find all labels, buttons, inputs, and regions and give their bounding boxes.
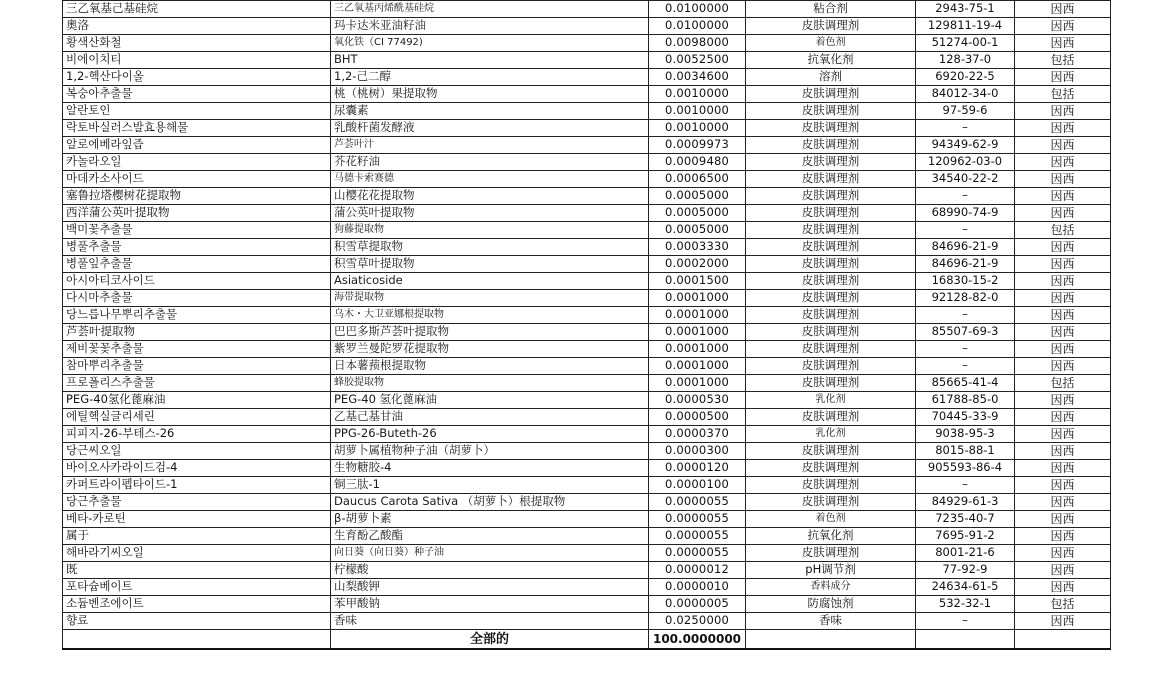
cas-number-cell: 77-92-9 (916, 562, 1015, 579)
function-cell: 皮肤调理剂 (746, 103, 916, 120)
cas-number-cell: 51274-00-1 (916, 35, 1015, 52)
source-cell: 因西 (1015, 103, 1111, 120)
source-cell: 因西 (1015, 358, 1111, 375)
function-cell: 香料成分 (746, 579, 916, 596)
percentage-cell: 0.0000055 (649, 545, 746, 562)
function-cell: 防腐蚀剂 (746, 596, 916, 613)
cas-number-cell: 97-59-6 (916, 103, 1015, 120)
total-blank-cell (746, 630, 916, 650)
percentage-cell: 0.0010000 (649, 103, 746, 120)
percentage-cell: 0.0001000 (649, 341, 746, 358)
table-row (63, 120, 1111, 137)
source-cell: 因西 (1015, 324, 1111, 341)
cas-number-cell: 85665-41-4 (916, 375, 1015, 392)
table-row (63, 307, 1111, 324)
table-row (63, 273, 1111, 290)
function-cell: 皮肤调理剂 (746, 409, 916, 426)
chinese-name-cell: 山樱花花提取物 (331, 188, 649, 205)
korean-name-cell: 당근추출물 (63, 494, 331, 511)
percentage-cell: 0.0100000 (649, 18, 746, 35)
source-cell: 因西 (1015, 256, 1111, 273)
table-row (63, 69, 1111, 86)
table-row (63, 375, 1111, 392)
korean-name-cell: 락토바실러스발효용해물 (63, 120, 331, 137)
cas-number-cell: – (916, 477, 1015, 494)
cas-number-cell: 6920-22-5 (916, 69, 1015, 86)
korean-name-cell: 아시아티코사이드 (63, 273, 331, 290)
korean-name-cell: 属于 (63, 528, 331, 545)
cas-number-cell: 84696-21-9 (916, 256, 1015, 273)
chinese-name-cell: 蒲公英叶提取物 (331, 205, 649, 222)
total-row (63, 630, 1111, 650)
korean-name-cell: 奧洛 (63, 18, 331, 35)
percentage-cell: 0.0000100 (649, 477, 746, 494)
source-cell: 因西 (1015, 545, 1111, 562)
function-cell: 皮肤调理剂 (746, 205, 916, 222)
source-cell: 因西 (1015, 494, 1111, 511)
source-cell: 因西 (1015, 69, 1111, 86)
function-cell: 皮肤调理剂 (746, 256, 916, 273)
cas-number-cell: – (916, 358, 1015, 375)
korean-name-cell: 백미꽃추출물 (63, 222, 331, 239)
korean-name-cell: 카퍼트라이펩타이드-1 (63, 477, 331, 494)
source-cell: 因西 (1015, 290, 1111, 307)
percentage-cell: 0.0002000 (649, 256, 746, 273)
cas-number-cell: – (916, 307, 1015, 324)
korean-name-cell: 알로에베라잎즙 (63, 137, 331, 154)
chinese-name-cell: 巴巴多斯芦荟叶提取物 (331, 324, 649, 341)
korean-name-cell: 복숭아추출물 (63, 86, 331, 103)
percentage-cell: 0.0005000 (649, 188, 746, 205)
percentage-cell: 0.0098000 (649, 35, 746, 52)
chinese-name-cell: 三乙氧基丙烯酰基硅烷 (331, 1, 649, 18)
chinese-name-cell: 积雪草叶提取物 (331, 256, 649, 273)
korean-name-cell: 塞鲁拉塔樱树花提取物 (63, 188, 331, 205)
chinese-name-cell: β-胡萝卜素 (331, 511, 649, 528)
function-cell: 溶剂 (746, 69, 916, 86)
percentage-cell: 0.0001000 (649, 375, 746, 392)
korean-name-cell: 비에이치티 (63, 52, 331, 69)
korean-name-cell: 병풀추출물 (63, 239, 331, 256)
korean-name-cell: 芦荟叶提取物 (63, 324, 331, 341)
source-cell: 因西 (1015, 18, 1111, 35)
source-cell: 因西 (1015, 120, 1111, 137)
percentage-cell: 0.0052500 (649, 52, 746, 69)
percentage-cell: 0.0000120 (649, 460, 746, 477)
cas-number-cell: 16830-15-2 (916, 273, 1015, 290)
table-row (63, 290, 1111, 307)
chinese-name-cell: 桃（桃树）果提取物 (331, 86, 649, 103)
korean-name-cell: 바이오사카라이드검-4 (63, 460, 331, 477)
source-cell: 因西 (1015, 171, 1111, 188)
source-cell: 因西 (1015, 562, 1111, 579)
source-cell: 因西 (1015, 443, 1111, 460)
chinese-name-cell: 芥花籽油 (331, 154, 649, 171)
korean-name-cell: 당근씨오일 (63, 443, 331, 460)
chinese-name-cell: 紫罗兰曼陀罗花提取物 (331, 341, 649, 358)
function-cell: 着色剂 (746, 35, 916, 52)
function-cell: 皮肤调理剂 (746, 154, 916, 171)
percentage-cell: 0.0010000 (649, 120, 746, 137)
cas-number-cell: 84929-61-3 (916, 494, 1015, 511)
function-cell: 皮肤调理剂 (746, 18, 916, 35)
table-row (63, 426, 1111, 443)
table-row (63, 86, 1111, 103)
table-row (63, 239, 1111, 256)
function-cell: 皮肤调理剂 (746, 120, 916, 137)
source-cell: 因西 (1015, 460, 1111, 477)
korean-name-cell: 프로폴리스추출물 (63, 375, 331, 392)
table-row (63, 171, 1111, 188)
chinese-name-cell: 日本薯蓣根提取物 (331, 358, 649, 375)
table-row (63, 460, 1111, 477)
korean-name-cell: 에틸헥실글리세린 (63, 409, 331, 426)
korean-name-cell: 향료 (63, 613, 331, 630)
chinese-name-cell: PPG-26-Buteth-26 (331, 426, 649, 443)
chinese-name-cell: 积雪草提取物 (331, 239, 649, 256)
cas-number-cell: 94349-62-9 (916, 137, 1015, 154)
cas-number-cell: 532-32-1 (916, 596, 1015, 613)
percentage-cell: 0.0000300 (649, 443, 746, 460)
cas-number-cell: – (916, 222, 1015, 239)
korean-name-cell: 피피지-26-부테스-26 (63, 426, 331, 443)
table-row (63, 443, 1111, 460)
function-cell: 皮肤调理剂 (746, 273, 916, 290)
table-row (63, 494, 1111, 511)
function-cell: 皮肤调理剂 (746, 443, 916, 460)
source-cell: 因西 (1015, 392, 1111, 409)
source-cell: 因西 (1015, 341, 1111, 358)
percentage-cell: 0.0000005 (649, 596, 746, 613)
percentage-cell: 0.0000500 (649, 409, 746, 426)
chinese-name-cell: 狗藤提取物 (331, 222, 649, 239)
source-cell: 因西 (1015, 528, 1111, 545)
function-cell: 皮肤调理剂 (746, 477, 916, 494)
source-cell: 包括 (1015, 222, 1111, 239)
function-cell: 皮肤调理剂 (746, 307, 916, 324)
table-row (63, 324, 1111, 341)
percentage-cell: 0.0001500 (649, 273, 746, 290)
percentage-cell: 0.0010000 (649, 86, 746, 103)
cas-number-cell: 905593-86-4 (916, 460, 1015, 477)
chinese-name-cell: 柠檬酸 (331, 562, 649, 579)
function-cell: 香味 (746, 613, 916, 630)
cas-number-cell: 7235-40-7 (916, 511, 1015, 528)
percentage-cell: 0.0009973 (649, 137, 746, 154)
chinese-name-cell: 尿囊素 (331, 103, 649, 120)
korean-name-cell: 소듐벤조에이트 (63, 596, 331, 613)
korean-name-cell: 당느릅나무뿌리추출물 (63, 307, 331, 324)
source-cell: 因西 (1015, 239, 1111, 256)
source-cell: 因西 (1015, 35, 1111, 52)
korean-name-cell: 병풀잎추출물 (63, 256, 331, 273)
percentage-cell: 0.0006500 (649, 171, 746, 188)
function-cell: 皮肤调理剂 (746, 222, 916, 239)
table-row (63, 137, 1111, 154)
chinese-name-cell: 胡萝卜属植物种子油（胡萝卜） (331, 443, 649, 460)
percentage-cell: 0.0100000 (649, 1, 746, 18)
function-cell: 皮肤调理剂 (746, 460, 916, 477)
cas-number-cell: 92128-82-0 (916, 290, 1015, 307)
chinese-name-cell: Asiaticoside (331, 273, 649, 290)
function-cell: 皮肤调理剂 (746, 375, 916, 392)
percentage-cell: 0.0005000 (649, 222, 746, 239)
function-cell: 着色剂 (746, 511, 916, 528)
cas-number-cell: – (916, 341, 1015, 358)
korean-name-cell: 참마뿌리추출물 (63, 358, 331, 375)
source-cell: 因西 (1015, 154, 1111, 171)
table-row (63, 35, 1111, 52)
percentage-cell: 0.0000055 (649, 494, 746, 511)
korean-name-cell: 제비꽃꽃추출물 (63, 341, 331, 358)
chinese-name-cell: 芦荟叶汁 (331, 137, 649, 154)
function-cell: pH调节剂 (746, 562, 916, 579)
table-row (63, 392, 1111, 409)
percentage-cell: 0.0003330 (649, 239, 746, 256)
table-row (63, 477, 1111, 494)
source-cell: 因西 (1015, 477, 1111, 494)
function-cell: 皮肤调理剂 (746, 86, 916, 103)
function-cell: 抗氧化剂 (746, 52, 916, 69)
percentage-cell: 0.0000055 (649, 511, 746, 528)
percentage-cell: 0.0000370 (649, 426, 746, 443)
ingredient-sheet (62, 0, 1110, 650)
percentage-cell: 0.0001000 (649, 324, 746, 341)
table-row (63, 358, 1111, 375)
cas-number-cell: 70445-33-9 (916, 409, 1015, 426)
source-cell: 因西 (1015, 409, 1111, 426)
chinese-name-cell: 海带提取物 (331, 290, 649, 307)
source-cell: 因西 (1015, 426, 1111, 443)
cas-number-cell: 84696-21-9 (916, 239, 1015, 256)
source-cell: 因西 (1015, 579, 1111, 596)
function-cell: 皮肤调理剂 (746, 358, 916, 375)
percentage-cell: 0.0005000 (649, 205, 746, 222)
chinese-name-cell: 乙基己基甘油 (331, 409, 649, 426)
korean-name-cell: 西洋蒲公英叶提取物 (63, 205, 331, 222)
table-row (63, 596, 1111, 613)
chinese-name-cell: 蜂胶提取物 (331, 375, 649, 392)
table-row (63, 613, 1111, 630)
cas-number-cell: 8015-88-1 (916, 443, 1015, 460)
function-cell: 抗氧化剂 (746, 528, 916, 545)
cas-number-cell: 120962-03-0 (916, 154, 1015, 171)
cas-number-cell: – (916, 120, 1015, 137)
chinese-name-cell: 马德卡索赛德 (331, 171, 649, 188)
korean-name-cell: 마데카소사이드 (63, 171, 331, 188)
chinese-name-cell: 玛卡达米亚油籽油 (331, 18, 649, 35)
korean-name-cell: 포타슘베이트 (63, 579, 331, 596)
chinese-name-cell: Daucus Carota Sativa （胡萝卜）根提取物 (331, 494, 649, 511)
percentage-cell: 0.0001000 (649, 307, 746, 324)
cas-number-cell: 85507-69-3 (916, 324, 1015, 341)
function-cell: 皮肤调理剂 (746, 290, 916, 307)
percentage-cell: 0.0250000 (649, 613, 746, 630)
chinese-name-cell: 1,2-己二醇 (331, 69, 649, 86)
korean-name-cell: 알란토인 (63, 103, 331, 120)
source-cell: 包括 (1015, 375, 1111, 392)
chinese-name-cell: 生育酚乙酸酯 (331, 528, 649, 545)
source-cell: 包括 (1015, 596, 1111, 613)
total-blank-cell (1015, 630, 1111, 650)
cas-number-cell: 61788-85-0 (916, 392, 1015, 409)
cas-number-cell: 8001-21-6 (916, 545, 1015, 562)
ingredient-table (62, 0, 1111, 650)
cas-number-cell: 9038-95-3 (916, 426, 1015, 443)
cas-number-cell: 7695-91-2 (916, 528, 1015, 545)
function-cell: 皮肤调理剂 (746, 171, 916, 188)
source-cell: 包括 (1015, 52, 1111, 69)
source-cell: 因西 (1015, 188, 1111, 205)
chinese-name-cell: 生物糖胶-4 (331, 460, 649, 477)
chinese-name-cell: 氧化铁（CI 77492) (331, 35, 649, 52)
cas-number-cell: 68990-74-9 (916, 205, 1015, 222)
total-label: 全部的 (331, 630, 649, 650)
ingredient-rows (63, 1, 1111, 630)
korean-name-cell: 다시마추출물 (63, 290, 331, 307)
table-row (63, 18, 1111, 35)
table-row (63, 205, 1111, 222)
percentage-cell: 0.0034600 (649, 69, 746, 86)
table-row (63, 579, 1111, 596)
korean-name-cell: 베타-카로틴 (63, 511, 331, 528)
source-cell: 因西 (1015, 1, 1111, 18)
chinese-name-cell: 乳酸杆菌发酵液 (331, 120, 649, 137)
function-cell: 乳化剂 (746, 426, 916, 443)
table-row (63, 528, 1111, 545)
table-row (63, 103, 1111, 120)
function-cell: 皮肤调理剂 (746, 137, 916, 154)
cas-number-cell: – (916, 188, 1015, 205)
table-row (63, 154, 1111, 171)
chinese-name-cell: 乌木・大卫亚娜根提取物 (331, 307, 649, 324)
chinese-name-cell: 山梨酸钾 (331, 579, 649, 596)
korean-name-cell: 三乙氧基己基硅烷 (63, 1, 331, 18)
chinese-name-cell: PEG-40 氢化蓖麻油 (331, 392, 649, 409)
chinese-name-cell: BHT (331, 52, 649, 69)
function-cell: 皮肤调理剂 (746, 188, 916, 205)
chinese-name-cell: 香味 (331, 613, 649, 630)
percentage-cell: 0.0000010 (649, 579, 746, 596)
total-blank-cell (63, 630, 331, 650)
function-cell: 皮肤调理剂 (746, 494, 916, 511)
percentage-cell: 0.0001000 (649, 290, 746, 307)
source-cell: 因西 (1015, 205, 1111, 222)
table-row (63, 341, 1111, 358)
cas-number-cell: 2943-75-1 (916, 1, 1015, 18)
korean-name-cell: PEG-40氢化蓖麻油 (63, 392, 331, 409)
percentage-cell: 0.0000055 (649, 528, 746, 545)
cas-number-cell: 24634-61-5 (916, 579, 1015, 596)
table-row (63, 256, 1111, 273)
table-row (63, 222, 1111, 239)
source-cell: 因西 (1015, 613, 1111, 630)
korean-name-cell: 황색산화철 (63, 35, 331, 52)
total-value: 100.0000000 (649, 630, 746, 650)
function-cell: 皮肤调理剂 (746, 545, 916, 562)
percentage-cell: 0.0009480 (649, 154, 746, 171)
source-cell: 包括 (1015, 86, 1111, 103)
source-cell: 因西 (1015, 273, 1111, 290)
table-row (63, 511, 1111, 528)
function-cell: 粘合剂 (746, 1, 916, 18)
source-cell: 因西 (1015, 137, 1111, 154)
percentage-cell: 0.0001000 (649, 358, 746, 375)
table-row (63, 188, 1111, 205)
cas-number-cell: 34540-22-2 (916, 171, 1015, 188)
table-row (63, 1, 1111, 18)
korean-name-cell: 既 (63, 562, 331, 579)
korean-name-cell: 카놀라오일 (63, 154, 331, 171)
cas-number-cell: 129811-19-4 (916, 18, 1015, 35)
table-row (63, 52, 1111, 69)
function-cell: 乳化剂 (746, 392, 916, 409)
cas-number-cell: 84012-34-0 (916, 86, 1015, 103)
table-row (63, 562, 1111, 579)
chinese-name-cell: 向日葵（向日葵）种子油 (331, 545, 649, 562)
chinese-name-cell: 铜三肽-1 (331, 477, 649, 494)
table-row (63, 409, 1111, 426)
cas-number-cell: – (916, 613, 1015, 630)
source-cell: 因西 (1015, 511, 1111, 528)
cas-number-cell: 128-37-0 (916, 52, 1015, 69)
percentage-cell: 0.0000012 (649, 562, 746, 579)
function-cell: 皮肤调理剂 (746, 239, 916, 256)
function-cell: 皮肤调理剂 (746, 341, 916, 358)
function-cell: 皮肤调理剂 (746, 324, 916, 341)
table-row (63, 545, 1111, 562)
korean-name-cell: 해바라기씨오일 (63, 545, 331, 562)
percentage-cell: 0.0000530 (649, 392, 746, 409)
chinese-name-cell: 苯甲酸钠 (331, 596, 649, 613)
total-blank-cell (916, 630, 1015, 650)
source-cell: 因西 (1015, 307, 1111, 324)
korean-name-cell: 1,2-헥산다이올 (63, 69, 331, 86)
